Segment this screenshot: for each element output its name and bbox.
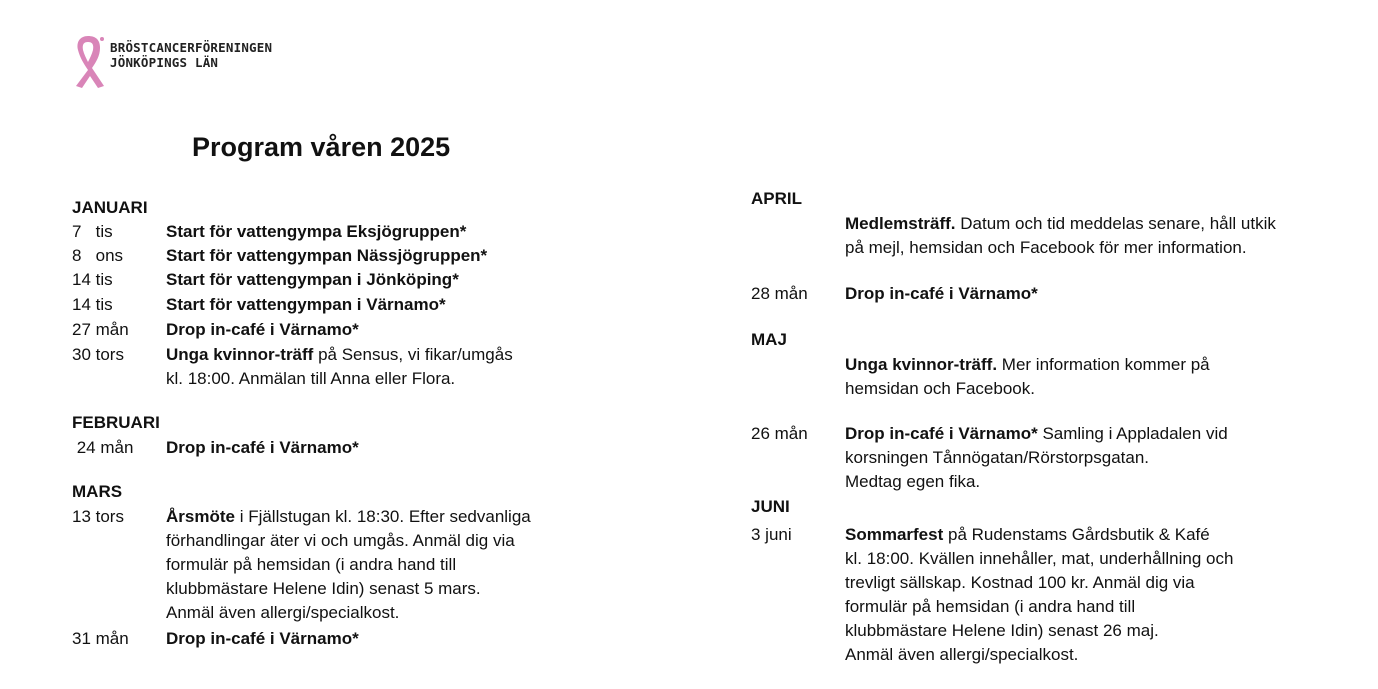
event-description: Mer information kommer på [997,355,1210,374]
event-title: Start för vattengympan i Jönköping* [166,270,459,289]
event-description: formulär på hemsidan (i andra hand till [166,555,457,574]
event-title: Medlemsträff. [845,214,956,233]
event-description: korsningen Tånnögatan/Rörstorpsgatan. [845,448,1149,467]
event-date: 14 tis [72,295,113,314]
event-date: 8 ons [72,246,124,265]
event-description: kl. 18:00. Kvällen innehåller, mat, underhållning och [845,549,1234,568]
event-description: trevligt sällskap. Kostnad 100 kr. Anmäl dig via [845,573,1195,592]
logo-line-1: BRÖSTCANCERFÖRENINGEN [110,40,273,55]
event-description: förhandlingar äter vi och umgås. Anmäl dig via [166,531,515,550]
page-title: Program våren 2025 [192,132,451,162]
pink-ribbon-icon [70,32,106,90]
event-description: Anmäl även allergi/specialkost. [845,645,1079,664]
event-description: Datum och tid meddelas senare, håll utkik [955,214,1276,233]
month-heading-april: APRIL [751,189,802,208]
event-description: hemsidan och Facebook. [845,379,1035,398]
event-title: Årsmöte [166,507,235,526]
event-date: 14 tis [72,270,113,289]
month-heading-maj: MAJ [751,330,787,349]
event-date: 3 juni [751,525,792,544]
event-date: 26 mån [751,424,808,443]
event-date: 27 mån [72,320,129,339]
event-description: på Sensus, vi fikar/umgås [313,345,513,364]
event-date: 24 mån [72,438,134,457]
event-description: Anmäl även allergi/specialkost. [166,603,400,622]
event-title: Drop in-café i Värnamo* [166,629,359,648]
event-title: Drop in-café i Värnamo* [845,424,1038,443]
event-title: Drop in-café i Värnamo* [845,284,1038,303]
month-heading-januari: JANUARI [72,198,148,217]
event-title: Start för vattengympan i Värnamo* [166,295,446,314]
event-title: Drop in-café i Värnamo* [166,320,359,339]
event-description: på mejl, hemsidan och Facebook för mer information. [845,238,1247,257]
organization-logo [70,32,272,90]
event-description: klubbmästare Helene Idin) senast 5 mars. [166,579,481,598]
logo-text [110,40,272,70]
event-description: formulär på hemsidan (i andra hand till [845,597,1136,616]
event-description: på Rudenstams Gårdsbutik & Kafé [943,525,1210,544]
month-heading-februari: FEBRUARI [72,413,160,432]
event-date: 28 mån [751,284,808,303]
event-description: Samling i Appladalen vid [1037,424,1228,443]
event-title: Start för vattengympa Eksjögruppen* [166,222,467,241]
event-date: 30 tors [72,345,124,364]
event-date: 13 tors [72,507,124,526]
logo-line-2: JÖNKÖPINGS LÄN [110,55,219,70]
event-description: Medtag egen fika. [845,472,981,491]
event-description: kl. 18:00. Anmälan till Anna eller Flora. [166,369,456,388]
month-heading-juni: JUNI [751,497,790,516]
event-date: 7 tis [72,222,113,241]
event-description: i Fjällstugan kl. 18:30. Efter sedvanliga [234,507,531,526]
event-description: klubbmästare Helene Idin) senast 26 maj. [845,621,1159,640]
event-title: Sommarfest [845,525,944,544]
month-heading-mars: MARS [72,482,123,501]
event-title: Drop in-café i Värnamo* [166,438,359,457]
event-title: Unga kvinnor-träff. [845,355,998,374]
event-title: Unga kvinnor-träff [166,345,314,364]
event-date: 31 mån [72,629,129,648]
event-title: Start för vattengympan Nässjögruppen* [166,246,488,265]
